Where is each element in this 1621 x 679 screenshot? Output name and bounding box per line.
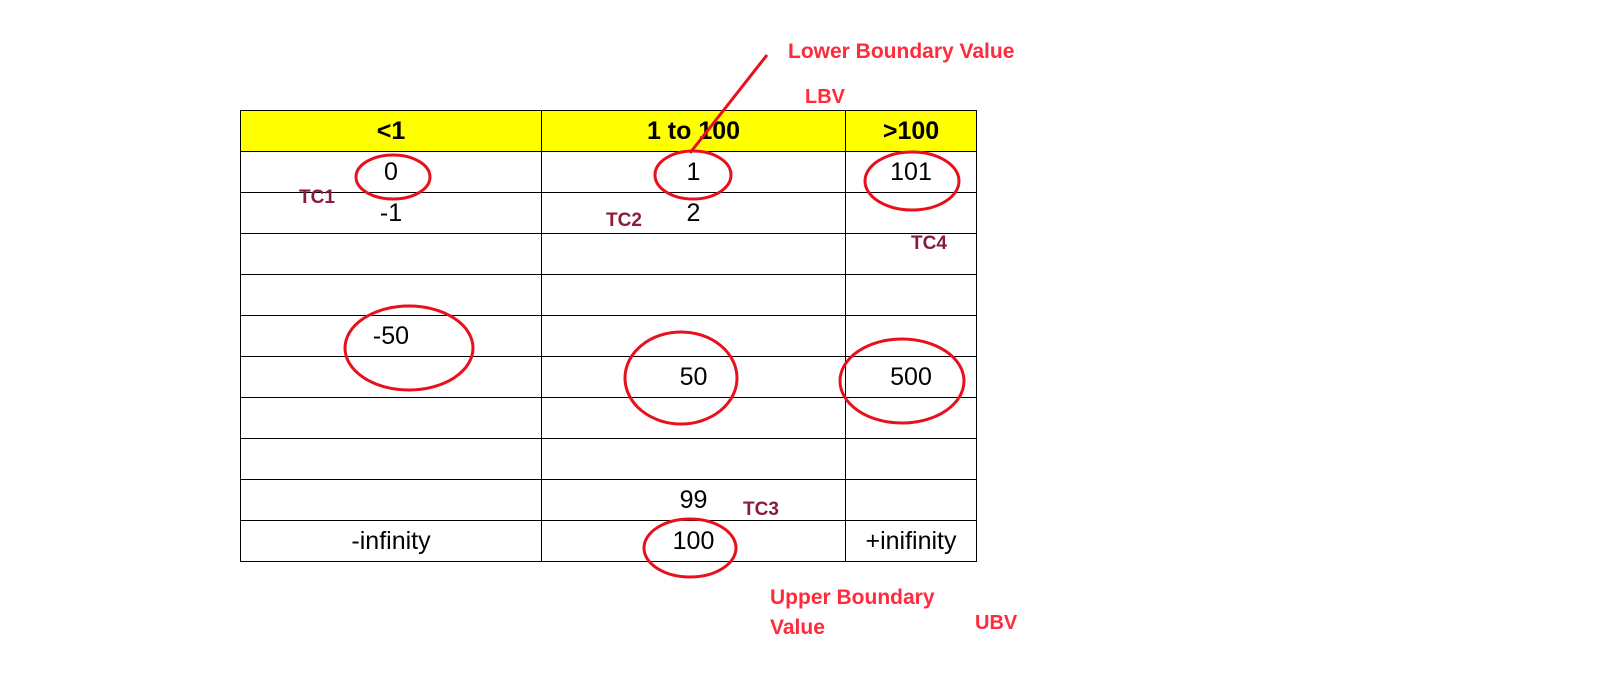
upper-boundary-label-line1: Upper Boundary [770, 586, 935, 609]
table-cell [241, 439, 542, 480]
table-row [241, 316, 977, 357]
table-cell: 101 [846, 152, 977, 193]
table-cell [542, 398, 846, 439]
table-header-row [241, 111, 977, 152]
lbv-label: LBV [805, 86, 845, 108]
table-cell: 2 [542, 193, 846, 234]
table-row [241, 234, 977, 275]
table-cell [846, 480, 977, 521]
header-less-than-1: <1 [241, 111, 542, 152]
tc3-label: TC3 [743, 499, 779, 520]
table-row [241, 439, 977, 480]
table-row [241, 275, 977, 316]
table-cell: 99 [542, 480, 846, 521]
table-cell [846, 275, 977, 316]
table-row [241, 521, 977, 562]
table-cell [542, 439, 846, 480]
table-cell: +inifinity [846, 521, 977, 562]
table-cell: -50 [241, 316, 542, 357]
table-cell [542, 234, 846, 275]
lower-boundary-label: Lower Boundary Value [788, 40, 1015, 63]
table-cell [241, 357, 542, 398]
table-cell [846, 316, 977, 357]
upper-boundary-label-line2: Value [770, 616, 825, 639]
table-cell: 100 [542, 521, 846, 562]
table-cell: 1 [542, 152, 846, 193]
header-1-to-100: 1 to 100 [542, 111, 846, 152]
table-cell [846, 398, 977, 439]
table-cell: 500 [846, 357, 977, 398]
table-cell [846, 193, 977, 234]
table-cell: 50 [542, 357, 846, 398]
table-cell [542, 316, 846, 357]
header-greater-than-100: >100 [846, 111, 977, 152]
table-row [241, 398, 977, 439]
table-cell [542, 275, 846, 316]
tc2-label: TC2 [606, 210, 642, 231]
table-cell [241, 234, 542, 275]
table-cell: -infinity [241, 521, 542, 562]
table-cell: -1 [241, 193, 542, 234]
table-cell: 0 [241, 152, 542, 193]
table-cell [846, 439, 977, 480]
ubv-label: UBV [975, 612, 1018, 634]
tc1-label: TC1 [299, 187, 335, 208]
table-cell [241, 480, 542, 521]
table-cell [241, 398, 542, 439]
table-row [241, 357, 977, 398]
tc4-label: TC4 [911, 233, 947, 254]
table-row [241, 152, 977, 193]
table-row [241, 480, 977, 521]
table-cell [241, 275, 542, 316]
boundary-value-table [240, 110, 977, 562]
